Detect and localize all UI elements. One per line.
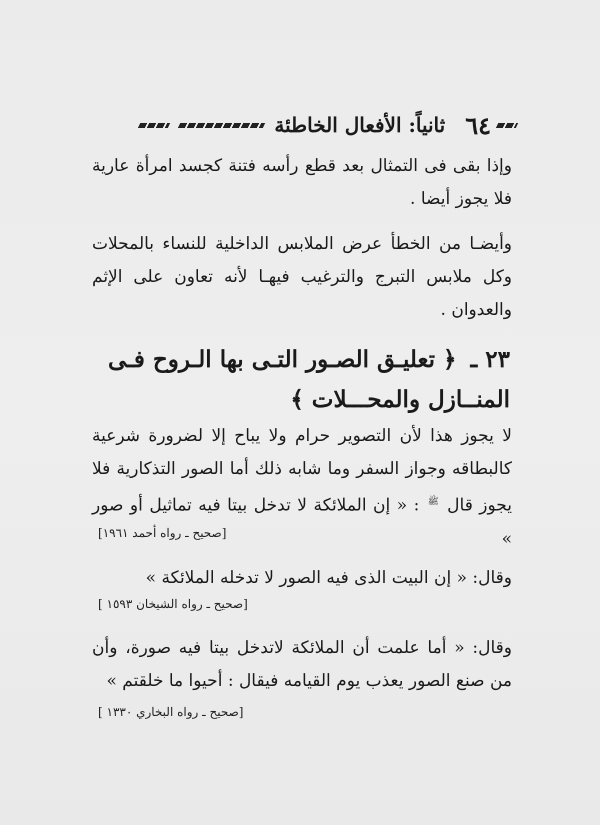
hadith-quote-1: : « إن الملائكة لا تدخل بيتا فيه تماثيل أو صور » [92,495,512,549]
ruling-text: لا يجوز هذا لأن التصوير حرام ولا يباح إلا لضرورة شرعية كالبطاقه وجواز السفر وما شابه ذلك أما الصور التذكارية فلا يجوز قال [92,426,513,516]
page-number: ٦٤ [465,110,491,140]
hadith-reference-1: [صحيح ـ رواه أحمد ١٩٦١] [98,526,227,540]
hadith-reference-2: [صحيح ـ رواه الشيخان ١٥٩٣ ] [98,597,248,611]
hadith-quote-3: وقال: « أما علمت أن الملائكة لاتدخل بيتا فيه صورة، وأن من صنع الصور يعذب يوم القيامه فيقال : أحيوا ما خلقتم » [92,638,512,691]
page-header-title: ثانياً: الأفعال الخاطئة [274,113,446,137]
section-heading-line-1 [90,340,510,380]
section-number: ٢٣ ـ [470,346,510,373]
paragraph-underwear-display: وأيضـا من الخطأ عرض الملابس الداخلية للنساء بالمحلات وكل ملابس التبرج والترغيب فيهـا لأنه تعاون على الإثم والعدوان . [92,234,512,320]
hadith-reference-3: [صحيح ـ رواه البخاري ١٣٣٠ ] [98,705,244,719]
paragraph-statue: وإذا بقى فى التمثال بعد قطع رأسه فتنة كجسد امرأة عارية فلا يجوز أيضا . [92,156,512,209]
salutation-glyph: ﷺ [427,497,439,507]
header-ornament-right [496,123,518,128]
section-heading-line-2: المنــازل والمحـــلات ﴾ [290,386,510,413]
page-header [92,108,517,142]
hadith-quote-2: وقال: « إن البيت الذى فيه الصور لا تدخله الملائكة » [145,568,512,588]
header-ornament-middle [178,123,265,128]
header-ornament-left [138,123,170,128]
section-title-part-1: ﴿ تعليـق الصـور التـى بها الـروح فـى [108,346,457,373]
